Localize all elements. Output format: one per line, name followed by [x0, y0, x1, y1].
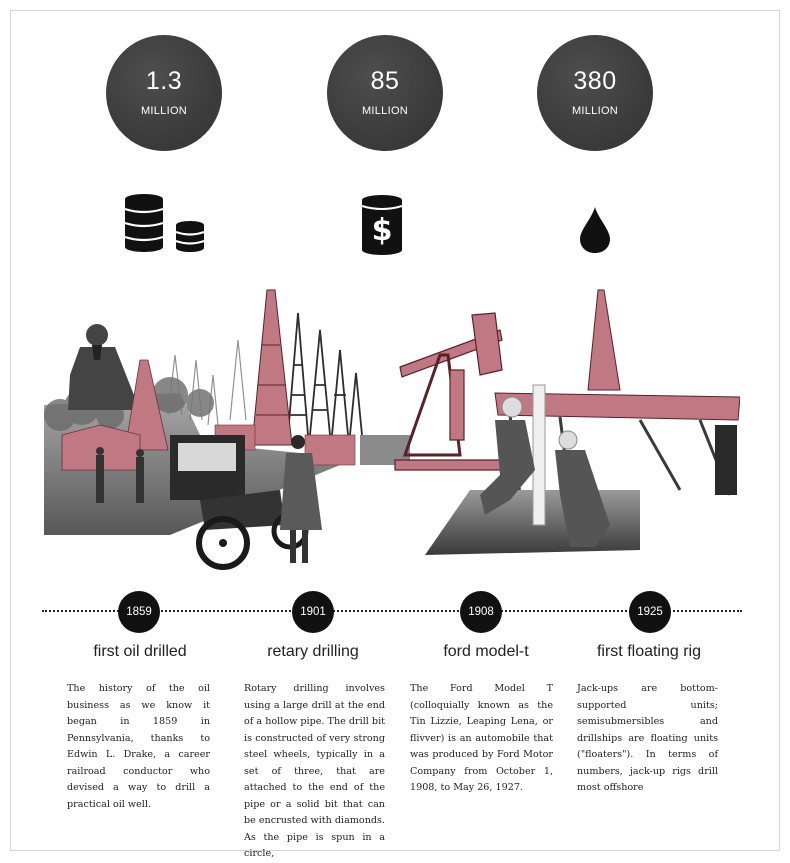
- stat-value: 1.3: [145, 67, 183, 95]
- stat-value: 380: [573, 67, 617, 95]
- svg-text:$: $: [371, 213, 393, 248]
- oil-history-collage: [40, 285, 740, 580]
- drake-portrait: [68, 324, 140, 410]
- event-desc-2: Rotary drilling involves using a large drill at the end of a hollow pipe. The drill bit is constructed of very strong steel wheels, typically in a set of three, that are attached to the end of the pipe or a solid bit that can be encrusted with diamonds. As the pipe is spun in a circle,: [244, 683, 385, 859]
- dollar-barrel-icon: [360, 194, 404, 256]
- year-badge-1925: 1925: [629, 591, 671, 633]
- stat-value: 85: [370, 67, 400, 95]
- event-title-4: first floating rig: [596, 643, 702, 660]
- barrels-icon: [122, 192, 208, 254]
- year-badge-1859: 1859: [118, 591, 160, 633]
- event-title-2: retary drilling: [267, 643, 359, 660]
- stat-circle-1: [106, 35, 222, 151]
- year-badge-1901: 1901: [292, 591, 334, 633]
- stat-unit: MILLION: [571, 105, 619, 117]
- event-title-1: first oil drilled: [93, 643, 187, 660]
- event-desc-4: Jack-ups are bottom-supported units; semisubmersibles and drillships are floating units ("floaters"). In terms of numbers, jack-up rigs drill most offshore: [577, 683, 718, 793]
- year-badge-1908: 1908: [460, 591, 502, 633]
- event-title-3: ford model-t: [443, 643, 529, 660]
- oil-drop-icon: [578, 206, 612, 254]
- stat-unit: MILLION: [361, 105, 409, 117]
- stat-unit: MILLION: [140, 105, 188, 117]
- stat-circle-2: [327, 35, 443, 151]
- stat-circle-3: [537, 35, 653, 151]
- pump-jack: [395, 313, 510, 470]
- event-desc-3: The Ford Model T (colloquially known as the Tin Lizzie, Leaping Lena, or flivver) is an automobile that was produced by Ford Motor Company from October 1, 1908, to May 26, 1927.: [410, 683, 553, 793]
- event-desc-1: The history of the oil business as we know it began in 1859 in Pennsylvania, thanks to Edwin L. Drake, a career railroad conductor who devised a way to drill a practical oil well.: [67, 683, 210, 810]
